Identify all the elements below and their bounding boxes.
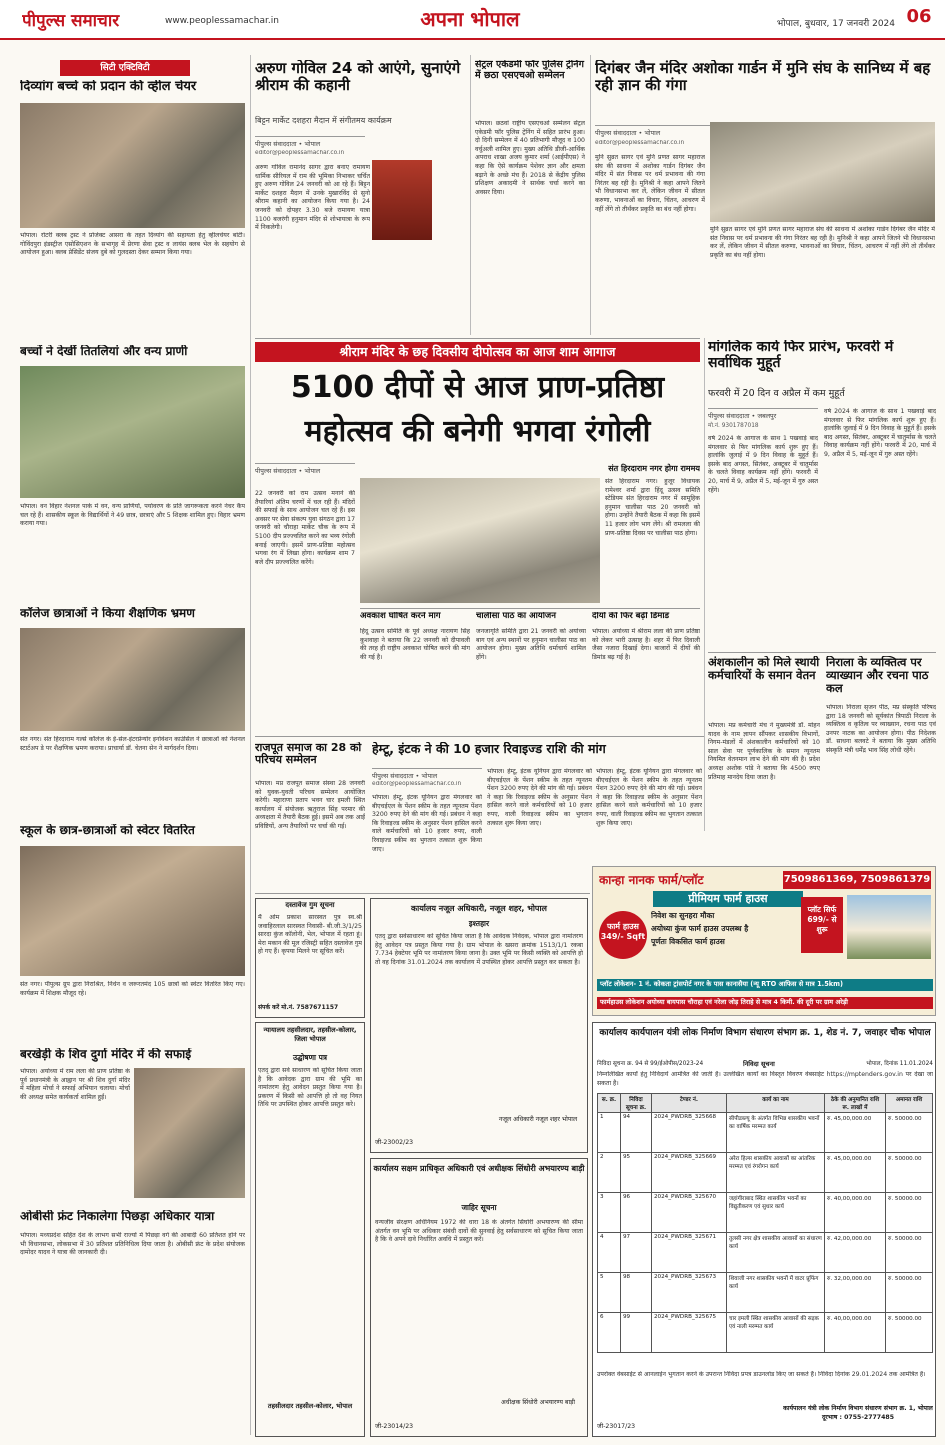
body-hmt: भोपाल। हेम्टू, इंटक यूनियन द्वारा मंगलवार को बीएचईएल के पेंशन स्कीम के तहत न्यूनतम पेंशन 3200 रुपए देने की मांग की गई। प्रबंधन ने कहा कि रिवाइज्ड स्कीम के अनुसार पेंशन हासिल करने वाले कर्मचारियों को 10 हजार रुपए, वाली रिवाइज्ड स्कीम का भुगतान तत्काल शुरू किया जाए। (372, 794, 482, 853)
pwd-ref: निविदा सूचना क्र. 94 से 99/ईओपीस/2023-24 (597, 1061, 704, 1067)
pwd-sign: कार्यपालन यंत्री लोक निर्माण विभाग संधारण संभाग क्र. 1, भोपाल दूरभाष : 0755-2777485 (783, 1405, 933, 1421)
notice-nazul (370, 898, 588, 1153)
headline-sweaters: स्कूल के छात्र-छात्राओं को स्वेटर वितरित (20, 824, 195, 837)
email-jain[interactable]: editor@peoplessamachar.co.in (595, 140, 685, 146)
notice-court-body: एतद् द्वारा सर्व साधारण को सूचित किया जाता है कि आवेदक द्वारा ग्राम की भूमि का नामांतरण हेतु आवेदन प्रस्तुत किया गया है। प्रकरण में किसी को आपत्ति हो तो वह नियत तिथि पर उपस्थित होकर आपत्ति प्रस्तुत करे। (258, 1067, 362, 1109)
pwd-ref2: जी-23017/23 (597, 1423, 636, 1430)
notice-sakshm-body: वन्यजीव संरक्षण अधिनियम 1972 की धारा 18 के अंतर्गत सिंघोरी अभयारण्य की सीमा अंतर्गत वन भूमि पर अधिकार संबंधी दावों की सुनवाई हेतु सर्वसाधारण को सूचित किया जाता है कि वे अपने दावे निर्धारित अवधि में प्रस्तुत करें। (375, 1219, 583, 1244)
lead-body: 22 जनवरी को राम उत्सव मनाने की तैयारियां अंतिम चरणों में चल रही हैं। मंदिरों की सफाई के साथ आयोजन चल रहे हैं। इस अवसर पर सेवा संकल्प युवा संगठन द्वारा 17 जनवरी को चौराहा मार्केट चौक के रूप में 5100 दीप प्रज्ज्वलित करने का भव्य रंगोली बनाई जाएगी। इसमें प्राण-प्रतिष्ठा महोत्सव भगवा रंग में लिखा होगा। कार्यक्रम शाम 7 बजे दीप प्रज्ज्वलित करेंगे। (255, 490, 355, 566)
mobile-muhurat: मो.नं. 9301787018 (708, 423, 759, 429)
cell: रु. 50000.00 (886, 1193, 933, 1233)
ad-point-1: निवेश का सुनहरा मौका (651, 911, 715, 920)
notice-gum-title: दस्तावेज गुम सूचना (285, 901, 335, 909)
body-butterflies: भोपाल। वन विहार नेशनल पार्क में वन, वन्य प्राणियों, पर्यावरण के प्रति जागरूकता करने नेचर कैंप चल रहे हैं। शासकीय स्कूल के विद्यार्थियों ने 49 छात्र, छात्राएं और 5 शिक्षक शामिल हुए। विहार भ्रमण कराया गया। (20, 503, 245, 528)
body-hmt-cont2: भोपाल। हेम्टू, इंटक यूनियन द्वारा मंगलवार को बीएचईएल के पेंशन स्कीम के तहत न्यूनतम पेंशन 3200 रुपए देने की मांग की गई। प्रबंधन ने कहा कि रिवाइज्ड स्कीम के अनुसार पेंशन हासिल करने वाले कर्मचारियों को 10 हजार रुपए, वाली रिवाइज्ड स्कीम का भुगतान तत्काल शुरू किया जाए। (596, 768, 702, 827)
pwd-col-deposit: अमानत राशि (886, 1094, 933, 1113)
headline-muhurat: मांगलिक कार्य फिर प्रारंभ, फरवरी में सर्वाधिक मुहूर्त (708, 340, 894, 371)
pwd-notice: निविदा सूचना (743, 1060, 775, 1068)
cell: 95 (621, 1153, 652, 1193)
ad-title: कान्हा नानक फार्म/प्लॉट (599, 873, 704, 887)
cell: चार इमली स्थित शासकीय आवासों की सड़क एवं नाली मरम्मत कार्य (727, 1313, 825, 1353)
notice-gum (255, 898, 365, 1018)
cell: जहांगीराबाद स्थित शासकीय भवनों का विद्युतीकरण एवं सुधार कार्य (727, 1193, 825, 1233)
body-wheelchair: भोपाल। रोटरी क्लब ट्रस्ट ने प्रोजेक्ट आसरा के तहत दिव्यांग की सहायता हेतु व्हीलचेयर बांटी। गोविंदपुरा इंडस्ट्रीज एसोसिएशन के सभागृह में प्रेरणा सेवा ट्रस्ट व लायंस क्लब भेल के सहयोग से आयोजन हुआ। क्लब प्रेसिडेंट संजय दुबे को गुलदस्ता देकर सम्मान किया गया। (20, 232, 245, 257)
table-row (598, 1273, 933, 1313)
byline-hmt: पीपुल्स संवाददाता • भोपाल (372, 768, 482, 780)
cell: 2 (598, 1153, 621, 1193)
lead-body-2: संत हिरदाराम नगर। हुजूर विधायक रामेश्वर शर्मा द्वारा हिंदू उत्सव समिति स्टेडियम संत हिरदाराम नगर में सामूहिक हनुमान चालीसा पाठ 20 जनवरी को होगा। उन्होंने तैयारी बैठक में कहा कि इसमें 11 हजार लोग भाग लेंगे। श्री रामलला की प्राण-प्रतिष्ठा दिवस पर चालीसा पाठ होगा। (605, 478, 700, 537)
body-nirala: भोपाल। निराला सृजन पीठ, मप्र संस्कृति परिषद द्वारा 18 जनवरी को सूर्यकांत त्रिपाठी निराला के व्यक्तित्व व कृतित्व पर व्याख्यान, रचना पाठ एवं उनपर नाटक का आयोजन होगा। पीठ निदेशक डॉ. साधना बलवटे ने बताया कि मुख्य अतिथि संस्कृति मंत्री धर्मेंद्र भाव सिंह लोधी रहेंगे। (826, 704, 936, 754)
section-title: अपना भोपाल (420, 7, 520, 31)
ad-rate-farmhouse: फार्म हाउस 349/- Sqft (599, 911, 647, 959)
notice-sakshm (370, 1158, 588, 1437)
pwd-table-wrap (597, 1093, 933, 1368)
notice-gum-body: मैं ओम प्रकाश सारस्वत पुत्र स्व.श्री जवाहिरलाल सारस्वत निवासी- बी.जी.3/1/25 सारदा कुंज कॉलोनी, भेल, भोपाल में रहता हूं। मेरा मकान की मूल रजिस्ट्री सहित दस्तावेज गुम हो गए हैं। कृपया मिलने पर सूचित करें। (258, 914, 362, 956)
notice-nazul-body: एतद् द्वारा सर्वसाधारण को सूचित किया जाता है कि आवेदक निवेदक, भोपाल द्वारा नामांतरण हेतु आवेदन पत्र प्रस्तुत किया गया है। ग्राम भोपाल के खसरा क्रमांक 1513/1/1 रकबा 7.734 हेक्टेयर भूमि पर नामांतरण किया जाना है। उक्त भूमि पर किसी व्यक्ति को आपत्ति हो तो वह दिनांक 31.01.2024 तक कार्यालय में उपस्थित होकर आपत्ति प्रस्तुत कर सकता है। (375, 933, 583, 966)
body-muhurat-cont: वर्ष 2024 के आगाज के साथ 1 पखवाड़े बाद मंगलवार से फिर मांगलिक कार्य शुरू हुए हैं। हालांकि जुलाई में 9 दिन विवाह के मुहूर्त हैं। इसके बाद अगस्त, सितंबर, अक्टूबर में चातुर्मास के चलते विवाह कार्यक्रम नहीं होंगे। फरवरी में 20, मार्च में 9, अप्रैल में 5, मई-जून में गुरु अस्त रहेंगे। (824, 408, 936, 458)
pwd-footer: उपरोक्त वेबसाईट से आनलाईन भुगतान करने के उपरान्त निविदा प्रपत्र डाउनलोड किए जा सकते हैं। निविदा दिनांक 29.01.2024 तक आमंत्रित है। (597, 1371, 926, 1378)
table-row (598, 1233, 933, 1273)
table-row (598, 1153, 933, 1193)
notice-court-sign: तहसीलदार तहसील-कोलार, भोपाल (267, 1402, 353, 1410)
cell: 2024_PWDRB_325673 (652, 1273, 727, 1313)
body-holiday: हिंदू उत्सव समिति के पूर्व अध्यक्ष नारायण सिंह कुशवाहा ने बताया कि 22 जनवरी को दीपावली की तरह ही राष्ट्रीय अवकाश घोषित करने की मांग की गई है। (360, 628, 470, 661)
headline-holiday: अवकाश घोषित करने मांग (360, 612, 441, 621)
table-row (598, 1193, 933, 1233)
table-row (598, 1313, 933, 1353)
ad-point-3: पूर्णतः विकसित फार्म हाउस (651, 937, 725, 946)
headline-obc-front: ओबीसी फ्रंट निकालेगा पिछड़ा अधिकार यात्रा (20, 1210, 215, 1223)
photo-temple-cleaning (134, 1068, 245, 1198)
cell: 94 (621, 1113, 652, 1153)
body-sweaters: संत नगर। पीपुल्स ग्रुप द्वारा निराश्रित, निर्धन व जरूरतमंद 105 छात्रों को स्वेटर वितरित किए गए। कार्यक्रम में शिक्षक मौजूद रहे। (20, 981, 245, 997)
headline-arun-govil: अरुण गोविल 24 को आएंगे, सुनाएंगे श्रीराम की कहानी (255, 60, 461, 94)
table-row (598, 1113, 933, 1153)
body-obc-front: भोपाल। मध्यप्रदेश सहित देश के लाभग सभी राज्यों में पिछड़ा वर्ग की आबादी 60 प्रतिशत होने पर भी विधानसभा, लोकसभा में 30 प्रतिशत प्रतिनिधित्व दिया जाता है। ओबीसी फ्रंट के प्रदेश संयोजक दामोदर यादव ने यात्रा की जानकारी दी। (20, 1232, 245, 1257)
ad-rate-plot: प्लॉट सिर्फ 699/- से शुरू (801, 897, 843, 953)
lead-byline: पीपुल्स संवाददाता • भोपाल (255, 463, 355, 475)
notice-nazul-subtitle: इश्तहार (468, 919, 490, 928)
ad-house-photo (847, 895, 931, 959)
headline-college: कॉलेज छात्राओं ने किया शैक्षणिक भ्रमण (20, 607, 195, 620)
photo-college (20, 628, 245, 731)
notice-sakshm-subtitle: जाहिर सूचना (461, 1203, 497, 1212)
headline-chalisa: चालीसा पाठ का आयोजन (476, 612, 556, 621)
cell: 2024_PWDRB_325668 (652, 1113, 727, 1153)
city-activity-label: सिटी एक्टिविटी (60, 60, 190, 76)
pwd-col-work: कार्य का नाम (727, 1094, 825, 1113)
cell: रु. 40,00,000.00 (825, 1313, 886, 1353)
page-number: 06 (906, 6, 932, 27)
body-diyas: भोपाल। अयोध्या में श्रीराम लला की प्राण प्रतिष्ठा को लेकर भारी उत्साह है। शहर में फिर दिवाली जैसा नजारा दिखाई देगा। बाजारों में दीयों की डिमांड बढ़ गई है। (592, 628, 700, 661)
newspaper-logo: पीपुल्स समाचार (22, 11, 120, 31)
body-temple-cleaning: भोपाल। अयोध्या में राम लला की प्राण प्रतिष्ठा के पूर्व प्रधानमंत्री के आह्वान पर श्री शिव दुर्गा मंदिर में महिला मोर्चा ने सफाई अभियान चलाया। मोर्चा की अध्यक्ष समेत कार्यकर्ता शामिल हुईं। (20, 1068, 130, 1101)
notice-nazul-ref: जी-23002/23 (375, 1139, 414, 1146)
lead-photo-caption: संत हिरदाराम नगर होगा राममय (608, 464, 700, 473)
masthead (0, 0, 945, 40)
lead-kicker: श्रीराम मंदिर के छह दिवसीय दीपोत्सव का आज शाम आगाज (255, 342, 700, 362)
notice-sakshm-ref: जी-23014/23 (375, 1423, 414, 1430)
pwd-intro: निम्नलिखित कार्यों हेतु निविदायें आमंत्रित की जाती है। उल्लेखित कार्यों का विस्तृत विवरण वेबसाईट https://mptenders.gov.in पर देखा जा सकता है। (597, 1071, 933, 1087)
ad-point-2: अयोध्या कुंज फार्म हाउस उपलब्ध है (651, 924, 749, 933)
ad-phones[interactable]: 7509861369, 7509861379 (783, 871, 931, 889)
pwd-col-sno: स. क्र. (598, 1094, 621, 1113)
lead-photo (360, 478, 600, 603)
photo-wheelchair (20, 103, 245, 228)
cell: 97 (621, 1233, 652, 1273)
pwd-table (597, 1093, 933, 1353)
headline-samvida: अंशकालीन को मिले स्थायी कर्मचारियों के समान वेतन (708, 656, 820, 682)
cell: रु. 32,00,000.00 (825, 1273, 886, 1313)
cell: रु. 50000.00 (886, 1153, 933, 1193)
body-hmt-cont: भोपाल। हेम्टू, इंटक यूनियन द्वारा मंगलवार को बीएचईएल के पेंशन स्कीम के तहत न्यूनतम पेंशन 3200 रुपए देने की मांग की गई। प्रबंधन ने कहा कि रिवाइज्ड स्कीम के अनुसार पेंशन हासिल करने वाले कर्मचारियों को 10 हजार रुपए, वाली रिवाइज्ड स्कीम का भुगतान तत्काल शुरू किया जाए। (487, 768, 592, 827)
website[interactable]: www.peoplessamachar.in (165, 16, 279, 26)
body-jain: मुनि सुव्रत सागर एवं मुनि प्रणत सागर महाराज संघ की साधना में अशोका गार्डन दिगंबर जैन मंदिर में संत निवास पर धर्म प्रभावना की गंगा निरंतर बह रही है। मुनिश्री ने कहा आपने जितने भी विधानसभा कर लें, लेकिन जीवन में सीतल करुणा, भावनाओं का विचार, चिंतन, आचरण में नहीं लेंगे तो तीर्थंकर प्रकृति का बंध नहीं होगा। (595, 154, 705, 213)
subhead-muhurat: फरवरी में 20 दिन व अप्रैल में कम मुहूर्त (708, 388, 845, 399)
notice-sakshm-sign: अधीक्षक सिंधोरी अभयारण्य बाड़ी (501, 1399, 575, 1406)
lead-headline: 5100 दीपों से आज प्राण-प्रतिष्ठा महोत्सव की बनेगी भगवा रंगोली (290, 370, 665, 449)
cell: 2024_PWDRB_325670 (652, 1193, 727, 1233)
ad-location: प्लॉट लोकेशन- 1 नं. कोकता ट्रांसपोर्ट नगर के पास कानासैया (न्यू RTO आफिस से मात्र 1.5km) (597, 979, 933, 991)
cell: रु. 45,00,000.00 (825, 1153, 886, 1193)
notice-nazul-title: कार्यालय नजूल अधिकारी, नजूल शहर, भोपाल (411, 904, 547, 913)
notice-court (255, 1022, 365, 1437)
photo-butterflies (20, 366, 245, 498)
cell: 4 (598, 1233, 621, 1273)
headline-hmt: हेम्टू, इंटक ने की 10 हजार रिवाइज्ड राशि की मांग (372, 742, 606, 756)
cell: 6 (598, 1313, 621, 1353)
headline-diyas: दीयों की फिर बढ़ी डिमांड (592, 612, 670, 621)
headline-butterflies: बच्चों ने देखीं तितलियां और वन्य प्राणी (20, 345, 188, 358)
cell: रु. 42,00,000.00 (825, 1233, 886, 1273)
email-hmt[interactable]: editor@peoplessamachar.co.in (372, 781, 462, 787)
byline-jain: पीपुल्स संवाददाता • भोपाल (595, 125, 715, 137)
byline-arun-govil: पीपुल्स संवाददाता • भोपाल (255, 136, 365, 148)
cell: शिवाजी नगर शासकीय भवनों में वाटर प्रूफिंग कार्य (727, 1273, 825, 1313)
cell: 2024_PWDRB_325675 (652, 1313, 727, 1353)
pwd-title: कार्यालय कार्यपालन यंत्री लोक निर्माण विभाग संधारण संभाग क्र. 1, शेड नं. 7, जवाहर चौक भोपाल (599, 1028, 931, 1038)
cell: रु. 50000.00 (886, 1273, 933, 1313)
cell: 1 (598, 1113, 621, 1153)
headline-rajput: राजपूत समाज का 28 को परिचय सम्मेलन (255, 742, 362, 767)
body-college: संत नगर। संत हिरदाराम गर्ल्स कॉलेज के ई-सेल-इंटरप्रेन्योर इनोवेशन काउंसिल ने छात्राओं को नेशनल स्टार्टअप डे पर शैक्षणिक भ्रमण कराया। प्राचार्या डॉ. चेतना सेन ने मार्गदर्शन दिया। (20, 736, 245, 752)
cell: रु. 50000.00 (886, 1113, 933, 1153)
ad-subtitle: प्रीमियम फार्म हाउस (653, 891, 803, 907)
ad-footer: फार्महाउस लोकेशन अयोध्या बायपास चौराहा एवं नरेला जोड़ तिराहे से मात्र 4 किमी. की दूरी पर ग्राम अरेड़ी (597, 997, 933, 1009)
byline-muhurat: पीपुल्स संवाददाता • जबलपुर (708, 408, 818, 420)
body-rajput: भोपाल। मप्र राजपूत समाज संस्था 28 जनवरी को युवक-युवती परिचय सम्मेलन आयोजित करेगी। महाराणा प्रताप भवन चार इमली स्थित कार्यालय में संयोजक ऋतुराज सिंह परमार की अध्यक्षता में तैयारी बैठक हुई। इसमें अब तक आईं प्रविष्टियों, अन्य तैयारियों पर चर्चा की गई। (255, 780, 365, 830)
headline-nirala: निराला के व्यक्तित्व पर व्याख्यान और रचना पाठ कल (826, 656, 929, 695)
cell: 99 (621, 1313, 652, 1353)
subhead-arun-govil: बिट्टन मार्केट दशहरा मैदान में संगीतमय कार्यक्रम (255, 116, 392, 125)
cell: सीपीडब्ल्यू के अंतर्गत विभिन्न शासकीय भवनों का वार्षिक मरम्मत कार्य (727, 1113, 825, 1153)
cell: रु. 45,00,000.00 (825, 1113, 886, 1153)
cell: अरेरा हिल्स शासकीय आवासों का आंतरिक मरम्मत एवं रंगरोगन कार्य (727, 1153, 825, 1193)
cell: रु. 50000.00 (886, 1313, 933, 1353)
cell: 96 (621, 1193, 652, 1233)
notice-sakshm-title: कार्यालय सक्षम प्राधिकृत अधिकारी एवं अधीक्षक सिंधोरी अभयारण्य बाड़ी (373, 1164, 585, 1173)
photo-sweaters (20, 846, 245, 976)
body-jain-cont: मुनि सुव्रत सागर एवं मुनि प्रणत सागर महाराज संघ की साधना में अशोका गार्डन दिगंबर जैन मंदिर में संत निवास पर धर्म प्रभावना की गंगा निरंतर बह रही है। मुनिश्री ने कहा आपने जितने भी विधानसभा कर लें, लेकिन जीवन में सीतल करुणा, भावनाओं का विचार, चिंतन, आचरण में नहीं लेंगे तो तीर्थंकर प्रकृति का बंध नहीं होगा। (710, 226, 935, 259)
cell: रु. 40,00,000.00 (825, 1193, 886, 1233)
cell: 98 (621, 1273, 652, 1313)
pwd-col-notice: निविदा सूचना क्र. (621, 1094, 652, 1113)
cell: 3 (598, 1193, 621, 1233)
ad-kanha-farm[interactable] (592, 866, 936, 1016)
headline-wheelchair: दिव्यांग बच्चे को प्रदान की व्हील चेयर (20, 80, 197, 94)
pwd-date: भोपाल, दिनांक 11.01.2024 (866, 1061, 933, 1067)
notice-gum-contact: संपर्क करें मो.नं. 7587671157 (258, 1004, 339, 1011)
headline-jain-temple: दिगंबर जैन मंदिर अशोका गार्डन में मुनि संघ के सानिध्य में बह रही ज्ञान की गंगा (595, 60, 931, 94)
notice-court-subtitle: उद्घोषणा पत्र (293, 1053, 327, 1062)
body-samvida: भोपाल। मप्र कर्मचारी मंच ने मुख्यमंत्री डॉ. मोहन यादव के नाम ज्ञापन सौंपकर शासकीय विभागों, निगम-मंडलों में अंशकालीन कर्मचारियों को 10 साल सेवा पर पूर्णकालिक के समान न्यूनतम नियमित वेतनमान लाभ देने की मांग की है। प्रदेश अध्यक्ष अशोक पांडे ने बताया कि 4500 रुपए प्रतिमाह मानदेय दिया जाता है। (708, 722, 820, 781)
email-arun-govil[interactable]: editor@peoplessamachar.co.in (255, 150, 345, 156)
headline-police-sho: सेंट्रल एकेडमी फॉर पुलिस ट्रेनिंग में छठा एसएचओ सम्मेलन (475, 60, 584, 81)
cell: 2024_PWDRB_325669 (652, 1153, 727, 1193)
body-arun-govil: अरुण गोविल रामानंद सागर द्वारा बनाए रामायण धार्मिक सीरियल में राम की भूमिका निभाकर चर्चित हुए अरुण गोविल 24 जनवरी को आ रहे हैं। बिट्टन मार्केट दशहरा मैदान में उनके मुखारविंद से सुनो श्रीराम कहानी का आयोजन किया गया है। 24 जनवरी को दोपहर 3.30 बजे रामायण यात्रा 1100 बजरंगी हनुमान मंदिर से शोभायात्रा के रूप में निकलेगी। (255, 164, 370, 232)
photo-arun-govil (372, 160, 432, 240)
pwd-table-header (598, 1094, 933, 1113)
cell: तुलसी नगर क्षेत्र शासकीय आवासों का संधारण कार्य (727, 1233, 825, 1273)
cell: 2024_PWDRB_325671 (652, 1233, 727, 1273)
body-police-sho: भोपाल। छठवां राष्ट्रीय एसएचओ सम्मेलन सेंट्रल एकेडमी फॉर पुलिस ट्रेनिंग में सहित प्रारंभ हुआ। दो दिनी सम्मेलन में 40 प्रतिभागी मौजूद व 100 वर्चुअली शामिल हुए। मुख्य अतिथि डीजी-आर्थिक अपराध शाखा अजय कुमार शर्मा (आईपीएस) ने कहा कि ऐसे कार्यक्रम पेशेवर ज्ञान और क्षमता बढ़ाने के अच्छे मंच हैं। 2018 से केंद्रीय पुलिस प्रशिक्षण अकादमी ने सार्थक चर्चा करने का अवसर दिया। (475, 120, 585, 196)
notice-court-title: न्यायालय तहसीलदार, तहसील-कोलार, जिला भोपाल (263, 1026, 357, 1043)
headline-temple-cleaning: बरखेड़ी के शिव दुर्गा मंदिर में की सफाई (20, 1048, 192, 1061)
dateline: भोपाल, बुधवार, 17 जनवरी 2024 (776, 19, 895, 29)
notice-nazul-sign: नजूल अधिकारी नजूल शहर भोपाल (498, 1116, 578, 1123)
cell: रु. 50000.00 (886, 1233, 933, 1273)
body-muhurat: वर्ष 2024 के आगाज के साथ 1 पखवाड़े बाद मंगलवार से फिर मांगलिक कार्य शुरू हुए हैं। हालांकि जुलाई में 9 दिन विवाह के मुहूर्त हैं। इसके बाद अगस्त, सितंबर, अक्टूबर में चातुर्मास के चलते विवाह कार्यक्रम नहीं होंगे। फरवरी में 20, मार्च में 9, अप्रैल में 5, मई-जून में गुरु अस्त रहेंगे। (708, 435, 818, 494)
body-chalisa: जनजागृति समिति द्वारा 21 जनवरी को अयोध्या बाग एवं अन्य स्थानों पर हनुमान चालीसा पाठ का आयोजन होगा। मुख्य अतिथि धर्माचार्य शामिल होंगे। (476, 628, 586, 661)
cell: 5 (598, 1273, 621, 1313)
photo-jain (710, 122, 935, 222)
pwd-col-amount: ठेके की अनुमानित राशि रू. लाखों में (825, 1094, 886, 1113)
pwd-col-tender: टेण्डर नं. (652, 1094, 727, 1113)
notice-pwd-tender (592, 1022, 936, 1437)
